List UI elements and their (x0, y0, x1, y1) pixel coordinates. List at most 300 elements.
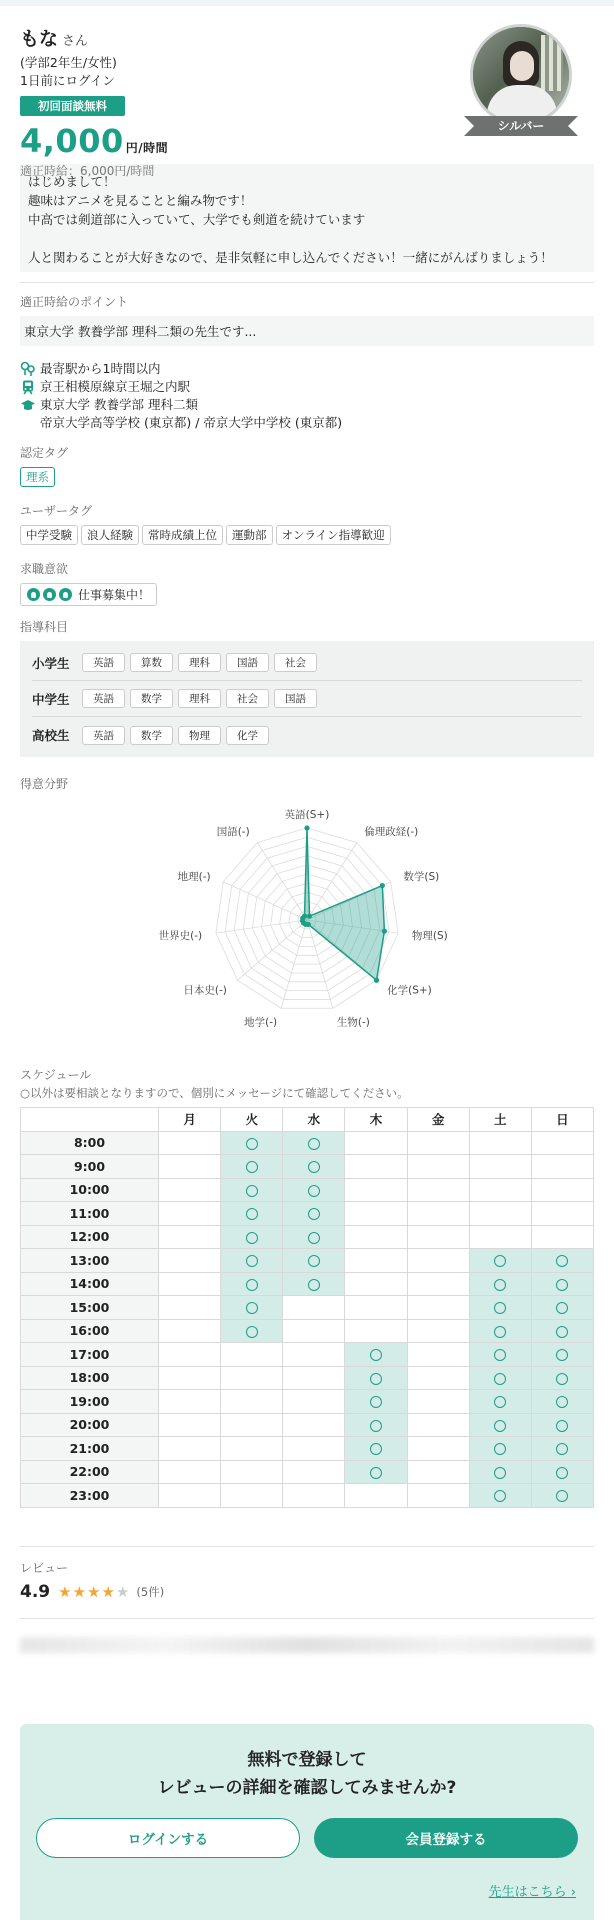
access-text: 最寄駅から1時間以内 (40, 361, 161, 376)
time-label: 23:00 (21, 1484, 159, 1508)
schedule-slot (283, 1319, 345, 1343)
schedule-slot (531, 1178, 593, 1202)
available-mark (246, 1138, 258, 1150)
available-mark (494, 1467, 506, 1479)
schedule-row (21, 1131, 594, 1155)
divider (20, 1618, 594, 1619)
schedule-slot (159, 1249, 221, 1273)
user-tag: 常時成績上位 (142, 525, 223, 545)
subject-tag: 理科 (178, 653, 221, 672)
radar-point (382, 929, 387, 934)
schedule-slot (407, 1366, 469, 1390)
schedule-slot (531, 1202, 593, 1226)
schedule-slot (159, 1437, 221, 1461)
schedule-slot (345, 1131, 407, 1155)
schedule-row (21, 1366, 594, 1390)
signup-prompt (20, 1724, 594, 1920)
schedule-row (21, 1413, 594, 1437)
radar-axis-label: 化学(S+) (387, 984, 432, 997)
schedule-row (21, 1319, 594, 1343)
subject-tag: 数学 (130, 689, 173, 708)
schedule-slot (345, 1202, 407, 1226)
available-mark (556, 1420, 568, 1432)
schedule-slot (159, 1225, 221, 1249)
schedule-row (21, 1272, 594, 1296)
divider (20, 282, 594, 283)
radar-point (307, 914, 312, 919)
available-slot (531, 1249, 593, 1273)
available-mark (308, 1208, 320, 1220)
schedule-slot (407, 1296, 469, 1320)
schedule-slot (159, 1296, 221, 1320)
bio-line: 中高では剣道部に入っていて、大学でも剣道を続けています (28, 212, 366, 227)
fair-point-label: 適正時給のポイント (20, 295, 129, 309)
schedule-slot (407, 1202, 469, 1226)
subject-level: 中学生 (32, 691, 70, 707)
day-header: 月 (159, 1108, 221, 1132)
schedule-slot (283, 1343, 345, 1367)
bio-box (20, 164, 594, 272)
radar-axis-label: 数学(S) (403, 870, 440, 883)
available-mark (556, 1255, 568, 1267)
location-pin-icon (20, 361, 36, 377)
schedule-slot (469, 1202, 531, 1226)
free-interview-badge: 初回面談無料 (20, 96, 125, 116)
radar-axis-label: 英語(S+) (284, 809, 330, 821)
time-label: 22:00 (21, 1460, 159, 1484)
schedule-row (21, 1249, 594, 1273)
available-mark (556, 1326, 568, 1338)
star-rating (58, 1583, 130, 1601)
subject-tag: 英語 (82, 689, 125, 708)
cert-tag: 理系 (20, 467, 55, 487)
hourly-price: 4,000 円/時間 (20, 122, 169, 160)
subject-level: 小学生 (32, 655, 70, 671)
star-icon: ★ (115, 1582, 130, 1601)
avatar (470, 24, 572, 136)
day-header: 金 (407, 1108, 469, 1132)
graduation-cap-icon (20, 397, 36, 413)
radar-point (380, 883, 385, 888)
schedule-slot (407, 1319, 469, 1343)
schedule-slot (159, 1178, 221, 1202)
available-mark (308, 1185, 320, 1197)
time-label: 14:00 (21, 1272, 159, 1296)
teacher-link[interactable]: 先生はこちら › (488, 1885, 576, 1900)
tutor-info (20, 360, 594, 432)
fair-point-text: 東京大学 教養学部 理科二類の先生です... (20, 316, 594, 346)
available-mark (556, 1349, 568, 1361)
schedule-slot (407, 1460, 469, 1484)
schedule-slot (345, 1178, 407, 1202)
schedule-row (21, 1484, 594, 1508)
schedule-slot (407, 1390, 469, 1414)
available-slot (283, 1202, 345, 1226)
schedule-slot (283, 1484, 345, 1508)
schedule-slot (531, 1225, 593, 1249)
available-mark (556, 1302, 568, 1314)
available-slot (531, 1413, 593, 1437)
available-slot (469, 1249, 531, 1273)
schedule-slot (159, 1319, 221, 1343)
schedule-slot (345, 1249, 407, 1273)
time-label: 20:00 (21, 1413, 159, 1437)
available-slot (345, 1343, 407, 1367)
available-mark (370, 1349, 382, 1361)
schedule-row (21, 1296, 594, 1320)
available-slot (345, 1366, 407, 1390)
profile-header (20, 6, 594, 178)
strengths-label: 得意分野 (20, 777, 69, 791)
schedule-slot (531, 1131, 593, 1155)
day-header: 土 (469, 1108, 531, 1132)
schedule-slot (345, 1225, 407, 1249)
schedule-slot (469, 1131, 531, 1155)
available-mark (494, 1326, 506, 1338)
available-slot (531, 1343, 593, 1367)
time-label: 21:00 (21, 1437, 159, 1461)
motivation-label: 求職意欲 (20, 562, 69, 576)
schedule-slot (159, 1413, 221, 1437)
available-slot (469, 1437, 531, 1461)
available-mark (494, 1373, 506, 1385)
available-slot (531, 1437, 593, 1461)
available-slot (283, 1131, 345, 1155)
subject-row (32, 681, 582, 717)
cert-tags-label: 認定タグ (20, 446, 69, 460)
radar-axis-label: 日本史(-) (183, 984, 227, 997)
available-mark (246, 1208, 258, 1220)
subject-tag: 算数 (130, 653, 173, 672)
available-slot (345, 1390, 407, 1414)
available-mark (494, 1279, 506, 1291)
schedule-slot (221, 1460, 283, 1484)
available-slot (469, 1343, 531, 1367)
radar-axis-label: 生物(-) (336, 1016, 370, 1029)
available-slot (283, 1225, 345, 1249)
available-mark (494, 1396, 506, 1408)
schedule-slot (469, 1178, 531, 1202)
radar-axis-label: 国語(-) (216, 825, 250, 838)
schedule-slot (221, 1343, 283, 1367)
available-mark (370, 1373, 382, 1385)
schedule-slot (283, 1390, 345, 1414)
available-slot (283, 1249, 345, 1273)
time-label: 17:00 (21, 1343, 159, 1367)
schedule-slot (345, 1155, 407, 1179)
time-label: 10:00 (21, 1178, 159, 1202)
available-slot (469, 1366, 531, 1390)
fair-price: 適正時給：6,000円/時間 (20, 164, 155, 178)
review-score (20, 1582, 594, 1602)
user-tags-label: ユーザータグ (20, 504, 93, 518)
available-slot (345, 1437, 407, 1461)
schedule-slot (407, 1178, 469, 1202)
available-mark (370, 1396, 382, 1408)
radar-axis-label: 倫理政経(-) (364, 825, 419, 838)
radar-axis-label: 物理(S) (411, 930, 448, 943)
available-mark (308, 1279, 320, 1291)
university-text: 東京大学 教養学部 理科二類 (40, 397, 198, 412)
schedule-slot (345, 1272, 407, 1296)
available-slot (531, 1390, 593, 1414)
schedule-slot (159, 1343, 221, 1367)
schedule-slot (283, 1296, 345, 1320)
review-label: レビュー (20, 1560, 69, 1575)
available-mark (494, 1255, 506, 1267)
schedule-slot (283, 1413, 345, 1437)
subject-tag: 理科 (178, 689, 221, 708)
schedule-row (21, 1155, 594, 1179)
review-average: 4.9 (20, 1581, 51, 1602)
schedule-slot (159, 1484, 221, 1508)
radar-axis-label: 地理(-) (177, 870, 211, 883)
schedule-row (21, 1178, 594, 1202)
subject-row (32, 645, 582, 681)
signup-prompt-title: 無料で登録して レビューの詳細を確認してみませんか? (157, 1750, 457, 1798)
flame-icon (43, 588, 56, 601)
day-header: 水 (283, 1108, 345, 1132)
available-slot (531, 1319, 593, 1343)
available-slot (221, 1131, 283, 1155)
schedule-slot (407, 1131, 469, 1155)
available-slot (283, 1272, 345, 1296)
available-slot (469, 1390, 531, 1414)
tutor-grade: (学部2年生/女性) (20, 55, 117, 70)
schedule-slot (159, 1202, 221, 1226)
available-slot (345, 1460, 407, 1484)
bio-line: 人と関わることが大好きなので、是非気軽に申し込んでください！一緒にがんばりましょう！ (28, 250, 553, 265)
last-login: 1日前にログイン (20, 73, 115, 88)
available-mark (494, 1490, 506, 1502)
available-mark (370, 1467, 382, 1479)
signup-button[interactable]: 会員登録する (314, 1818, 578, 1858)
schedule-row (21, 1225, 594, 1249)
available-slot (345, 1413, 407, 1437)
user-tag: 中学受験 (20, 525, 78, 545)
schedule-slot (345, 1319, 407, 1343)
radar-spoke (216, 920, 307, 933)
available-mark (308, 1161, 320, 1173)
flame-icon (27, 588, 40, 601)
day-header: 日 (531, 1108, 593, 1132)
available-slot (531, 1460, 593, 1484)
divider (20, 1546, 594, 1547)
available-mark (308, 1255, 320, 1267)
schedule-row (21, 1437, 594, 1461)
login-button[interactable]: ログインする (36, 1818, 300, 1858)
available-mark (246, 1255, 258, 1267)
day-header: 火 (221, 1108, 283, 1132)
available-slot (469, 1484, 531, 1508)
available-slot (469, 1296, 531, 1320)
available-mark (556, 1279, 568, 1291)
motivation-text: 仕事募集中！ (78, 588, 151, 602)
station-text: 京王相模原線京王堀之内駅 (40, 379, 191, 394)
schedule-row (21, 1390, 594, 1414)
available-mark (494, 1443, 506, 1455)
available-mark (556, 1373, 568, 1385)
schedule-slot (159, 1460, 221, 1484)
chevron-right-icon: › (570, 1885, 576, 1900)
schedule-slot (407, 1249, 469, 1273)
star-icon: ★ (101, 1582, 115, 1601)
star-icon: ★ (87, 1582, 101, 1601)
schedule-slot (407, 1343, 469, 1367)
schedule-slot (159, 1390, 221, 1414)
available-slot (531, 1296, 593, 1320)
schedule-slot (221, 1390, 283, 1414)
available-mark (246, 1326, 258, 1338)
star-icon: ★ (72, 1582, 87, 1601)
schedule-slot (407, 1484, 469, 1508)
schedule-slot (159, 1155, 221, 1179)
schedule-slot (407, 1155, 469, 1179)
rank-badge: シルバー (474, 116, 568, 136)
subject-tag: 英語 (82, 726, 125, 745)
available-slot (469, 1460, 531, 1484)
schedule-slot (469, 1155, 531, 1179)
available-mark (556, 1396, 568, 1408)
available-mark (494, 1349, 506, 1361)
available-slot (531, 1366, 593, 1390)
radar-point (302, 914, 307, 919)
subject-tag: 国語 (274, 689, 317, 708)
available-mark (246, 1185, 258, 1197)
subject-level: 高校生 (32, 728, 70, 743)
subject-tag: 社会 (226, 689, 269, 708)
radar-axis-label: 世界史(-) (158, 930, 203, 943)
available-slot (221, 1319, 283, 1343)
user-tag: 運動部 (226, 525, 273, 545)
available-mark (556, 1467, 568, 1479)
available-slot (221, 1225, 283, 1249)
schedule-slot (345, 1484, 407, 1508)
schedule-row (21, 1460, 594, 1484)
available-slot (283, 1155, 345, 1179)
schedule-slot (221, 1366, 283, 1390)
time-label: 12:00 (21, 1225, 159, 1249)
user-tag: オンライン指導歓迎 (276, 525, 391, 545)
available-mark (556, 1490, 568, 1502)
radar-axis-label: 地学(-) (244, 1016, 278, 1029)
star-icon: ★ (58, 1582, 72, 1601)
schedule-note: ○以外は要相談となりますので、個別にメッセージにて確認してください。 (20, 1086, 409, 1100)
schedule-corner (21, 1108, 159, 1132)
subjects-table (20, 641, 594, 757)
available-mark (556, 1443, 568, 1455)
bio-line: はじめまして！ (28, 174, 116, 189)
subject-row (32, 717, 582, 753)
available-slot (221, 1202, 283, 1226)
available-mark (246, 1232, 258, 1244)
available-slot (221, 1249, 283, 1273)
time-label: 19:00 (21, 1390, 159, 1414)
bio-line: 趣味はアニメを見ることと編み物です！ (28, 193, 253, 208)
subject-tag: 物理 (178, 726, 221, 745)
schedule-slot (159, 1272, 221, 1296)
schedule-label: スケジュール (20, 1068, 92, 1082)
schedule-slot (159, 1131, 221, 1155)
day-header: 木 (345, 1108, 407, 1132)
schedule-slot (469, 1225, 531, 1249)
schedule-row (21, 1343, 594, 1367)
schedule-slot (407, 1272, 469, 1296)
available-slot (221, 1272, 283, 1296)
subject-tag: 社会 (274, 653, 317, 672)
user-tag: 浪人経験 (81, 525, 139, 545)
available-mark (246, 1279, 258, 1291)
schedule-slot (345, 1296, 407, 1320)
strengths-radar-chart (127, 798, 487, 1048)
available-mark (370, 1443, 382, 1455)
time-label: 8:00 (21, 1131, 159, 1155)
train-icon (20, 379, 36, 395)
schedule-slot (283, 1366, 345, 1390)
time-label: 13:00 (21, 1249, 159, 1273)
available-mark (246, 1161, 258, 1173)
schedule-slot (221, 1413, 283, 1437)
review-count: (5件) (136, 1584, 165, 1599)
schedule-table (20, 1107, 594, 1508)
schedule-slot (531, 1155, 593, 1179)
available-slot (469, 1272, 531, 1296)
available-mark (494, 1420, 506, 1432)
time-label: 9:00 (21, 1155, 159, 1179)
schedule-slot (221, 1484, 283, 1508)
available-mark (308, 1232, 320, 1244)
schedule-slot (407, 1413, 469, 1437)
available-mark (370, 1420, 382, 1432)
available-slot (221, 1296, 283, 1320)
flame-icon (59, 588, 72, 601)
subject-tag: 数学 (130, 726, 173, 745)
available-mark (246, 1302, 258, 1314)
radar-point (374, 978, 379, 983)
subject-tag: 国語 (226, 653, 269, 672)
schedule-slot (283, 1460, 345, 1484)
available-slot (221, 1178, 283, 1202)
time-label: 18:00 (21, 1366, 159, 1390)
schedule-row (21, 1202, 594, 1226)
motivation-badge (20, 583, 157, 606)
time-label: 16:00 (21, 1319, 159, 1343)
available-slot (531, 1484, 593, 1508)
time-label: 15:00 (21, 1296, 159, 1320)
tutor-name: もな さん (20, 28, 89, 50)
available-slot (469, 1413, 531, 1437)
schedule-slot (221, 1437, 283, 1461)
available-mark (494, 1302, 506, 1314)
time-label: 11:00 (21, 1202, 159, 1226)
schedule-slot (283, 1437, 345, 1461)
blurred-review-text (20, 1637, 594, 1653)
subject-tag: 化学 (226, 726, 269, 745)
available-slot (221, 1155, 283, 1179)
subjects-label: 指導科目 (20, 620, 69, 634)
available-slot (283, 1178, 345, 1202)
radar-point (304, 825, 309, 830)
schedule-slot (407, 1225, 469, 1249)
available-slot (531, 1272, 593, 1296)
subject-tag: 英語 (82, 653, 125, 672)
avatar-photo (470, 24, 572, 126)
schools-text: 帝京大学高等学校 (東京都) / 帝京大学中学校 (東京都) (40, 415, 343, 430)
schedule-slot (159, 1366, 221, 1390)
available-mark (308, 1138, 320, 1150)
available-slot (469, 1319, 531, 1343)
schedule-slot (407, 1437, 469, 1461)
